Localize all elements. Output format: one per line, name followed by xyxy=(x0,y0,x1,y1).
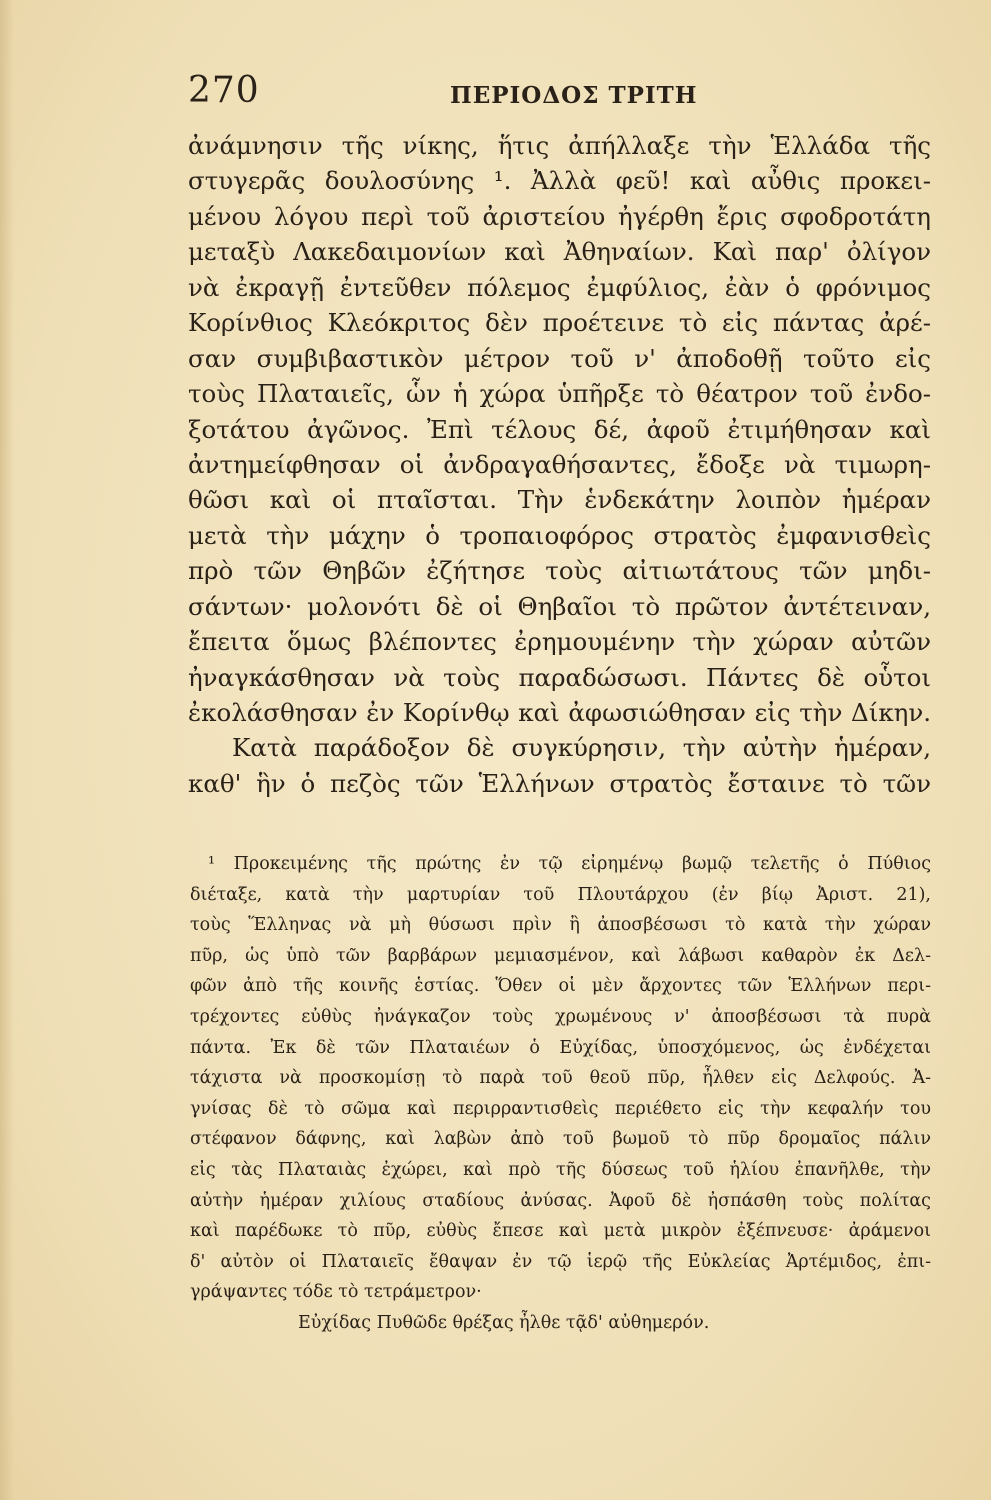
footnote-line: στέφανον δάφνης, καὶ λαβὼν ἀπὸ τοῦ βωμοῦ τὸ πῦρ δρομαῖος πάλιν xyxy=(190,1129,931,1150)
text-line: σαν συμβιβαστικὸν μέτρον τοῦ ν' ἀποδοθῇ τοῦτο εἰς xyxy=(188,343,931,373)
footnote-line: αὐτὴν ἡμέραν χιλίους σταδίους ἀνύσας. Ἀφοῦ δὲ ἠσπάσθη τοὺς πολίτας xyxy=(190,1190,931,1211)
text-line-paragraph-start: Κατὰ παράδοξον δὲ συγκύρησιν, τὴν αὐτὴν ἡμέραν, xyxy=(232,733,931,763)
footnote-line: γράψαντες τόδε τὸ τετράμετρον· xyxy=(190,1282,482,1303)
text-line: μετὰ τὴν μάχην ὁ τροπαιοφόρος στρατὸς ἐμφανισθεὶς xyxy=(188,520,931,550)
text-line: ἔπειτα ὅμως βλέποντες ἐρημουμένην τὴν χώραν αὐτῶν xyxy=(188,627,931,657)
text-line: ξοτάτου ἀγῶνος. Ἐπὶ τέλους δέ, ἀφοῦ ἐτιμήθησαν καὶ xyxy=(188,414,931,444)
footnote-line: καὶ παρέδωκε τὸ πῦρ, εὐθὺς ἔπεσε καὶ μετὰ μικρὸν ἐξέπνευσε· ἀράμενοι xyxy=(190,1221,931,1242)
text-line: πρὸ τῶν Θηβῶν ἐζήτησε τοὺς αἰτιωτάτους τῶν μηδι- xyxy=(188,556,931,586)
text-line: ἠναγκάσθησαν νὰ τοὺς παραδώσωσι. Πάντες δὲ οὗτοι xyxy=(188,662,931,692)
footnote-line: τάχιστα νὰ προσκομίσῃ τὸ παρὰ τοῦ θεοῦ πῦρ, ἦλθεν εἰς Δελφούς. Ἀ- xyxy=(190,1068,931,1089)
footnote-line: πάντα. Ἐκ δὲ τῶν Πλαταιέων ὁ Εὐχίδας, ὑποσχόμενος, ὡς ἐνδέχεται xyxy=(190,1037,931,1058)
footnote-line: φῶν ἀπὸ τῆς κοινῆς ἑστίας. Ὅθεν οἱ μὲν ἄρχοντες τῶν Ἑλλήνων περι- xyxy=(190,976,931,997)
text-line: σάντων· μολονότι δὲ οἱ Θηβαῖοι τὸ πρῶτον ἀντέτειναν, xyxy=(188,591,931,621)
main-text xyxy=(188,128,931,801)
text-line: μεταξὺ Λακεδαιμονίων καὶ Ἀθηναίων. Καὶ παρ' ὀλίγον xyxy=(188,237,931,267)
text-line: Κορίνθιος Κλεόκριτος δὲν προέτεινε τὸ εἰς πάντας ἀρέ- xyxy=(188,308,931,338)
text-line: ἀντημείφθησαν οἱ ἀνδραγαθήσαντες, ἔδοξε νὰ τιμωρη- xyxy=(188,449,931,479)
text-line: θῶσι καὶ οἱ πταῖσται. Τὴν ἑνδεκάτην λοιπὸν ἡμέραν xyxy=(188,485,931,515)
footnote-verse: Εὐχίδας Πυθῶδε θρέξας ἦλθε τᾷδ' αὐθημερόν. xyxy=(298,1312,710,1333)
footnote-line: γνίσας δὲ τὸ σῶμα καὶ περιρραντισθεὶς περιέθετο εἰς τὴν κεφαλήν του xyxy=(190,1098,931,1119)
footnote-block xyxy=(190,849,931,1339)
text-line: τοὺς Πλαταιεῖς, ὧν ἡ χώρα ὑπῆρξε τὸ θέατρον τοῦ ἐνδο- xyxy=(188,379,931,409)
page-number: 270 xyxy=(188,70,260,111)
text-line: καθ' ἣν ὁ πεζὸς τῶν Ἑλλήνων στρατὸς ἔσταινε τὸ τῶν xyxy=(188,768,931,798)
text-line: ἀνάμνησιν τῆς νίκης, ἥτις ἀπήλλαξε τὴν Ἑλλάδα τῆς xyxy=(188,131,931,160)
footnote-line: διέταξε, κατὰ τὴν μαρτυρίαν τοῦ Πλουτάρχου (ἐν βίῳ Ἀριστ. 21), xyxy=(190,884,931,905)
page-edge-shadow xyxy=(0,0,14,1500)
footnote-line: δ' αὐτὸν οἱ Πλαταιεῖς ἔθαψαν ἐν τῷ ἱερῷ τῆς Εὐκλείας Ἀρτέμιδος, ἐπι- xyxy=(190,1251,931,1272)
running-head: ΠΕΡΙΟΔΟΣ ΤΡΙΤΗ xyxy=(450,82,698,109)
footnote-line: ¹ Προκειμένης τῆς πρώτης ἐν τῷ εἰρημένῳ βωμῷ τελετῆς ὁ Πύθιος xyxy=(208,854,931,874)
text-line: ἐκολάσθησαν ἐν Κορίνθῳ καὶ ἀφωσιώθησαν εἰς τὴν Δίκην. xyxy=(188,698,931,727)
footnote-line: τοὺς Ἕλληνας νὰ μὴ θύσωσι πρὶν ἢ ἀποσβέσωσι τὸ κατὰ τὴν χώραν xyxy=(190,915,931,936)
footnote-separator xyxy=(190,838,930,839)
text-line: μένου λόγου περὶ τοῦ ἀριστείου ἠγέρθη ἔρις σφοδροτάτη xyxy=(188,201,931,231)
page-header xyxy=(188,68,928,118)
footnote-line: εἰς τὰς Πλαταιὰς ἐχώρει, καὶ πρὸ τῆς δύσεως τοῦ ἡλίου ἐπανῆλθε, τὴν xyxy=(190,1159,931,1180)
footnote-line: τρέχοντες εὐθὺς ἠνάγκαζον τοὺς χρωμένους ν' ἀποσβέσωσι τὰ πυρὰ xyxy=(190,1006,931,1027)
text-line: νὰ ἐκραγῇ ἐντεῦθεν πόλεμος ἐμφύλιος, ἐὰν ὁ φρόνιμος xyxy=(188,272,931,302)
text-line: στυγερᾶς δουλοσύνης ¹. Ἀλλὰ φεῦ! καὶ αὖθις προκει- xyxy=(188,166,931,196)
footnote-line: πῦρ, ὡς ὑπὸ τῶν βαρβάρων μεμιασμένον, καὶ λάβωσι καθαρὸν ἐκ Δελ- xyxy=(190,945,931,966)
